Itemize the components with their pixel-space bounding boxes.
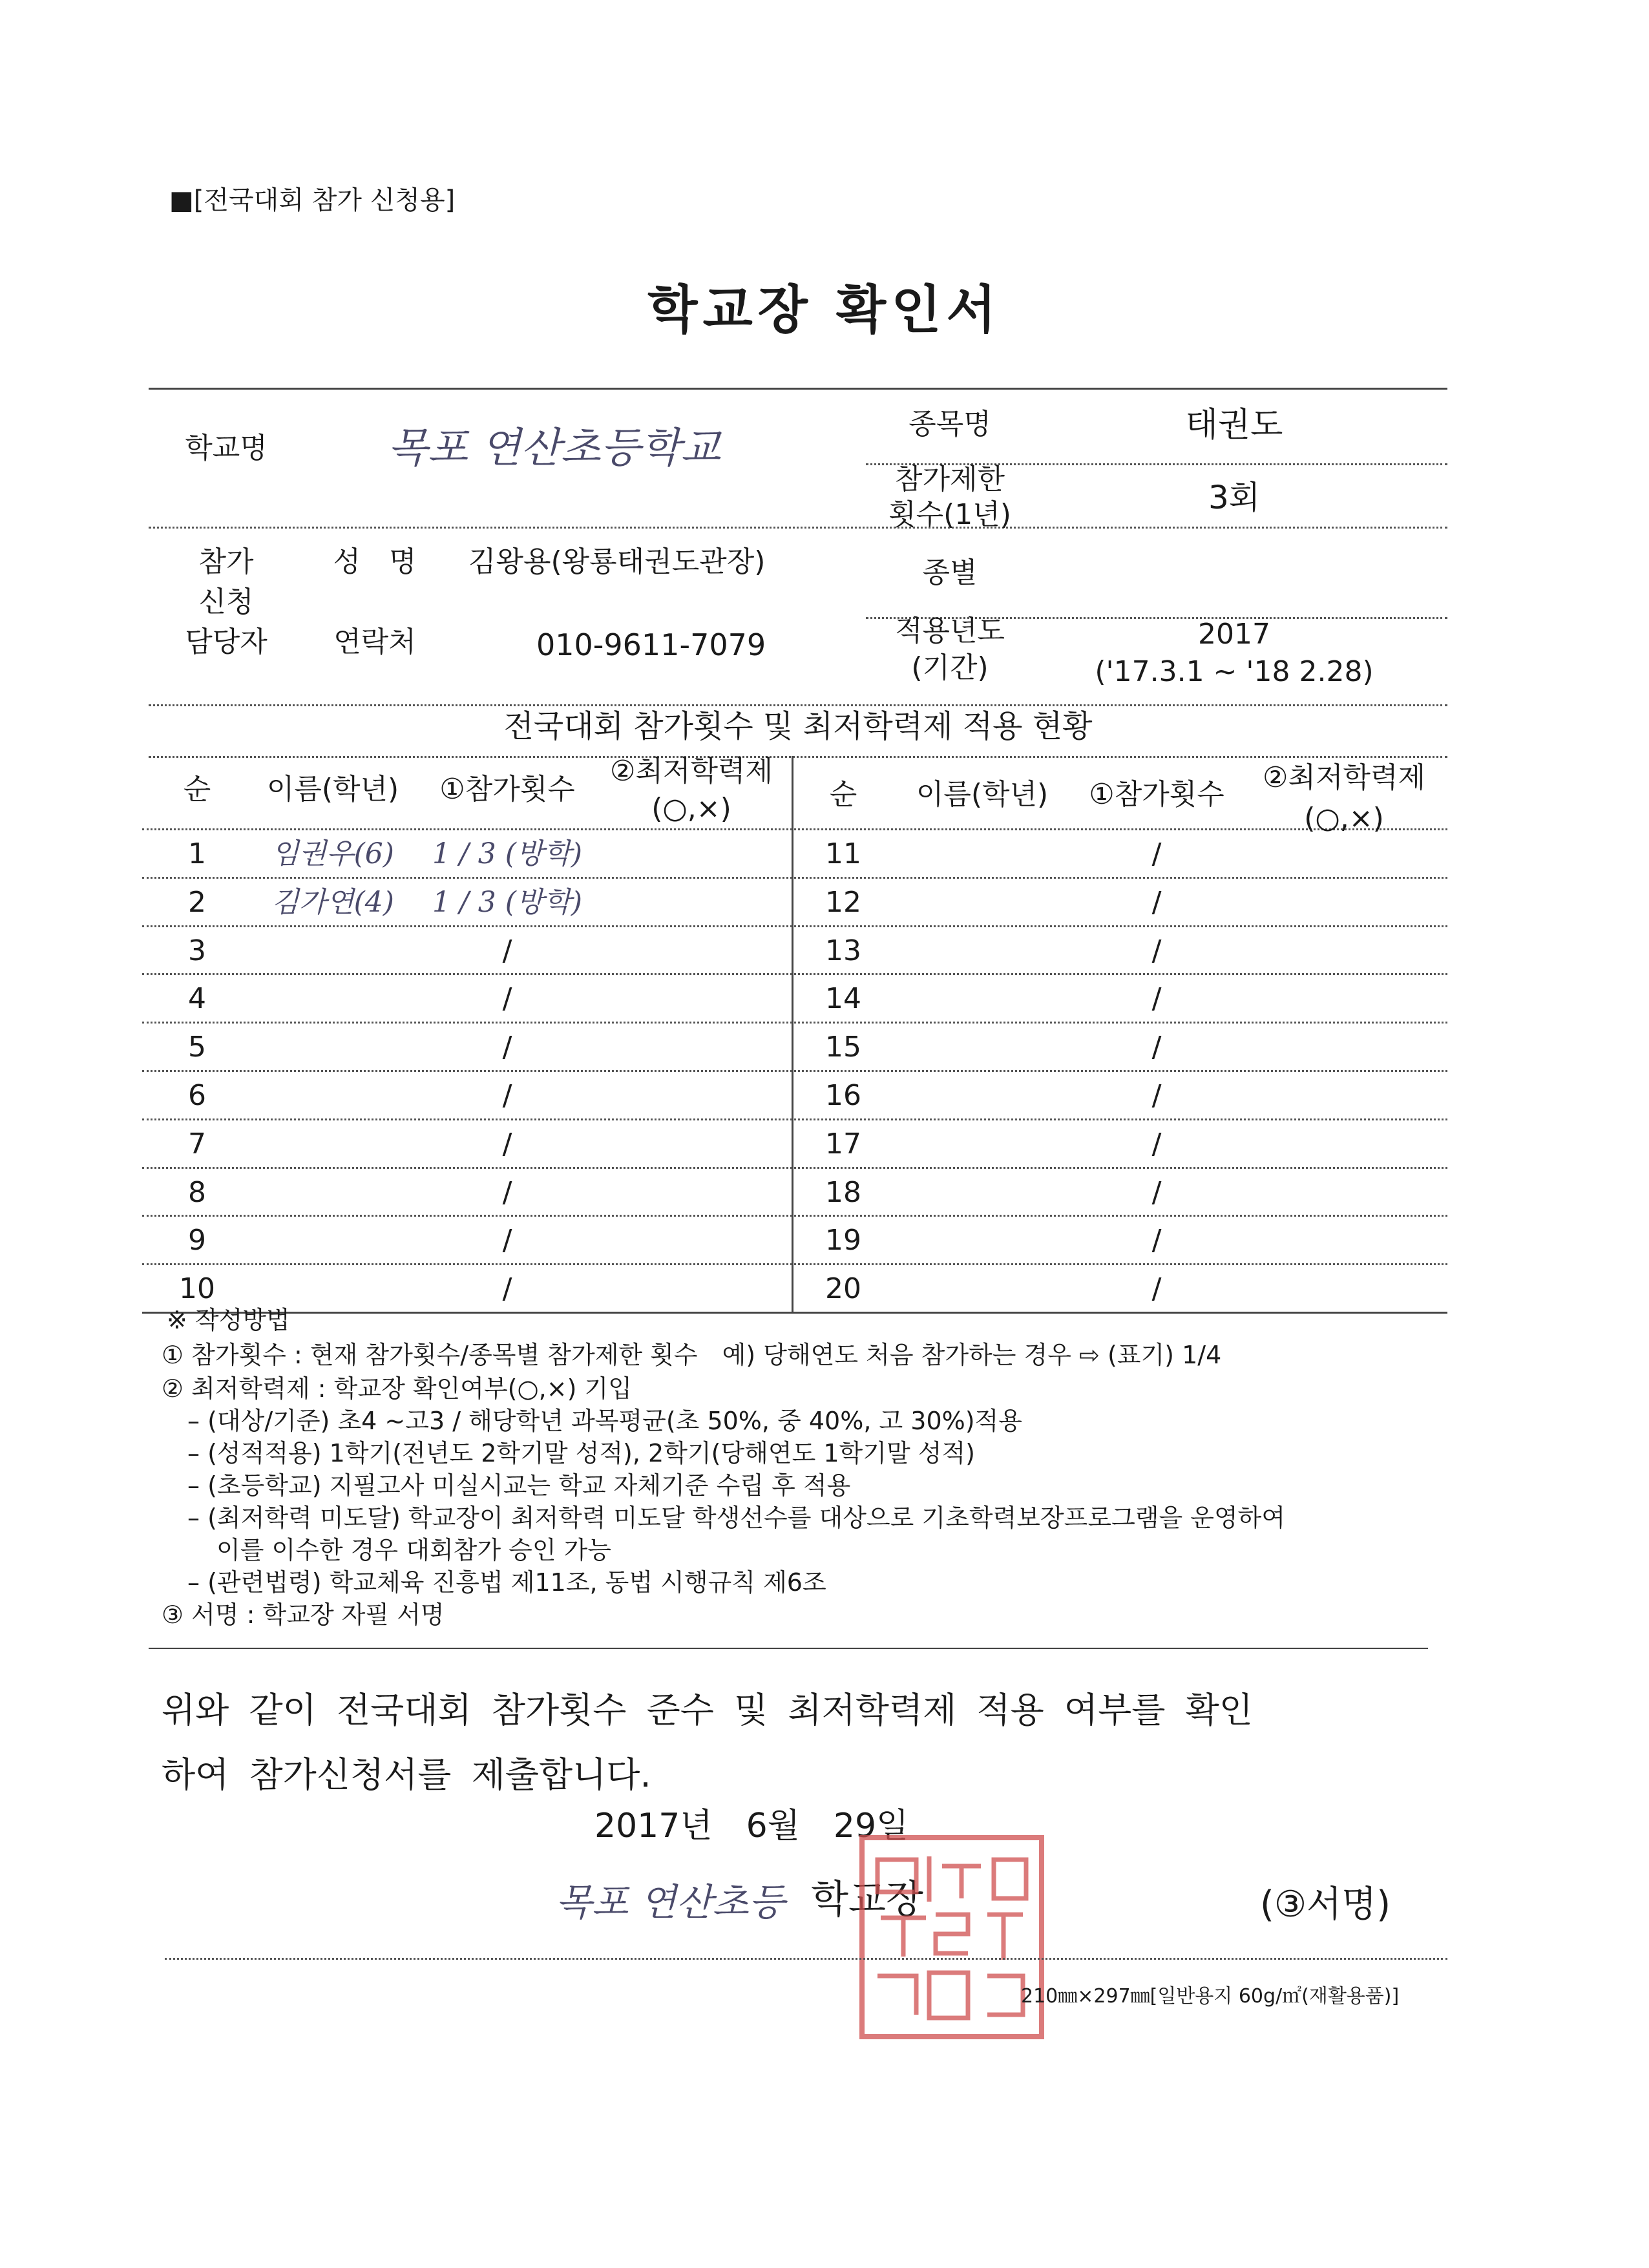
form-category: ■[전국대회 참가 신청용]: [169, 185, 456, 215]
row-divider: [142, 1118, 1447, 1120]
table-top-border: [149, 388, 1447, 390]
row-count: /: [1151, 934, 1162, 967]
row-number: 10: [179, 1272, 215, 1305]
header-min-right-1: ②최저학력제: [1263, 761, 1425, 794]
table-bottom-border: [142, 1312, 1447, 1314]
note-line-4: – (성적적용) 1학기(전년도 2학기말 성적), 2학기(당해연도 1학기말 성적): [187, 1439, 975, 1467]
paper-spec: 210㎜×297㎜[일반용지 60g/㎡(재활용품)]: [1021, 1985, 1400, 2008]
row-number: 17: [825, 1128, 861, 1160]
row-number: 4: [188, 982, 206, 1015]
row-divider: [142, 925, 1447, 927]
confirm-line-2: 하여 참가신청서를 제출합니다.: [162, 1754, 651, 1795]
note-line-5: – (초등학교) 지필고사 미실시교는 학교 자체기준 수립 후 적용: [187, 1471, 851, 1500]
row-count: /: [1151, 1272, 1162, 1305]
divider: [149, 704, 1447, 706]
row-number: 6: [188, 1079, 206, 1112]
note-line-2: ② 최저학력제 : 학교장 확인여부(○,×) 기입: [162, 1374, 632, 1403]
header-name-right: 이름(학년): [916, 778, 1049, 811]
limit-value: 3회: [1208, 479, 1261, 516]
row-count: /: [502, 1272, 512, 1305]
header-min-left-1: ②최저학력제: [610, 755, 773, 788]
type-label: 종별: [922, 556, 978, 589]
row-number: 13: [825, 934, 861, 967]
row-number: 2: [188, 886, 206, 919]
row-name: 김가연(4): [271, 886, 394, 919]
row-number: 3: [188, 934, 206, 967]
sign-date: 2017년 6월 29일: [594, 1807, 909, 1845]
note-line-6: – (최저학력 미도달) 학교장이 최저학력 미도달 학생선수를 대상으로 기초학력보장프로그램을 운영하여: [187, 1504, 1286, 1532]
year-value-1: 2017: [1198, 618, 1270, 651]
row-count: /: [502, 1176, 512, 1209]
note-line-3: – (대상/기준) 초4 ~고3 / 해당학년 과목평균(초 50%, 중 40%, 고 30%)적용: [187, 1407, 1022, 1435]
applicant-label-3: 담당자: [185, 625, 268, 658]
school-name-handwritten: 목포 연산초등학교: [388, 425, 720, 472]
row-divider: [142, 1070, 1447, 1072]
row-name: 임권우(6): [271, 837, 394, 870]
principal-label: 학교장: [811, 1877, 923, 1922]
year-label-1: 적용년도: [894, 614, 1005, 647]
row-count: /: [1151, 1224, 1162, 1257]
row-number: 5: [188, 1031, 206, 1064]
notes-title: ※ 작성방법: [167, 1306, 290, 1334]
row-count: /: [1151, 982, 1162, 1015]
divider: [149, 527, 1447, 529]
row-count: 1 / 3 (방학): [432, 837, 583, 870]
row-divider: [142, 1215, 1447, 1217]
note-line-8: – (관련법령) 학교체육 진흥법 제11조, 동법 시행규칙 제6조: [187, 1568, 826, 1597]
row-count: /: [1151, 1031, 1162, 1064]
row-count: 1 / 3 (방학): [432, 886, 583, 919]
header-count-left: ①참가횟수: [439, 773, 575, 806]
limit-label-2: 횟수(1년): [888, 498, 1011, 531]
row-number: 16: [825, 1079, 861, 1112]
row-divider: [142, 1263, 1447, 1265]
row-number: 8: [188, 1176, 206, 1209]
row-number: 14: [825, 982, 861, 1015]
year-value-2: ('17.3.1 ~ '18 2.28): [1095, 655, 1374, 688]
contact-label: 연락처: [333, 625, 416, 658]
header-count-right: ①참가횟수: [1089, 778, 1224, 811]
applicant-label-2: 신청: [198, 585, 254, 618]
header-no-left: 순: [183, 773, 211, 806]
school-label: 학교명: [185, 432, 268, 465]
header-min-left-2: (○,×): [651, 792, 731, 825]
header-name-left: 이름(학년): [266, 773, 399, 806]
sport-label: 종목명: [909, 408, 991, 441]
limit-label-1: 참가제한: [894, 463, 1005, 496]
row-number: 7: [188, 1128, 206, 1160]
row-count: /: [502, 1224, 512, 1257]
row-number: 9: [188, 1224, 206, 1257]
row-divider: [142, 1167, 1447, 1169]
status-title: 전국대회 참가횟수 및 최저학력제 적용 현황: [503, 708, 1093, 744]
row-count: /: [502, 1031, 512, 1064]
row-divider: [142, 1022, 1447, 1024]
row-number: 19: [825, 1224, 861, 1257]
school-handwritten: 목포 연산초등: [556, 1880, 785, 1924]
row-count: /: [1151, 1079, 1162, 1112]
header-no-right: 순: [829, 778, 857, 811]
row-count: /: [502, 934, 512, 967]
year-label-2: (기간): [911, 651, 989, 684]
row-count: /: [1151, 837, 1162, 870]
table-center-divider: [792, 756, 793, 1312]
note-line-9: ③ 서명 : 학교장 자필 서명: [162, 1601, 445, 1629]
sign-label: (③서명): [1260, 1884, 1391, 1926]
row-number: 11: [825, 837, 861, 870]
row-divider: [142, 877, 1447, 879]
applicant-label-1: 참가: [198, 545, 254, 578]
row-count: /: [502, 1128, 512, 1160]
divider: [165, 1958, 1447, 1960]
notes-bottom-border: [149, 1648, 1428, 1649]
row-count: /: [1151, 1128, 1162, 1160]
header-min-right-2: (○,×): [1304, 802, 1384, 835]
sport-value: 태권도: [1185, 406, 1283, 445]
confirm-line-1: 위와 같이 전국대회 참가횟수 준수 및 최저학력제 적용 여부를 확인: [162, 1690, 1253, 1730]
person-name-label: 성 명: [333, 545, 417, 578]
row-count: /: [1151, 1176, 1162, 1209]
row-count: /: [502, 982, 512, 1015]
official-seal: [859, 1835, 1044, 2039]
row-count: /: [502, 1079, 512, 1112]
row-count: /: [1151, 886, 1162, 919]
row-number: 12: [825, 886, 861, 919]
contact-value: 010-9611-7079: [536, 627, 766, 662]
row-number: 1: [188, 837, 206, 870]
note-line-7: 이를 이수한 경우 대회참가 승인 가능: [216, 1536, 612, 1564]
person-name-value: 김왕용(왕룡태권도관장): [468, 545, 766, 578]
row-number: 18: [825, 1176, 861, 1209]
document-title: 학교장 확인서: [647, 280, 1002, 340]
divider: [149, 756, 1447, 758]
row-number: 20: [825, 1272, 861, 1305]
note-line-1: ① 참가횟수 : 현재 참가횟수/종목별 참가제한 횟수 예) 당해연도 처음 참가하는 경우 ⇨ (표기) 1/4: [162, 1341, 1222, 1369]
row-divider: [142, 973, 1447, 975]
row-number: 15: [825, 1031, 861, 1064]
seal-pattern-icon: [865, 1840, 1039, 2034]
